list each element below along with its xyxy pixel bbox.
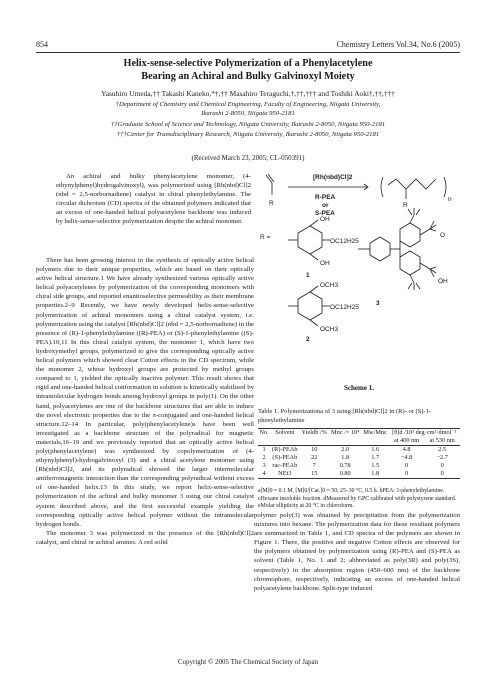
- paper-title: [36, 58, 460, 83]
- body-column-right: [254, 511, 460, 593]
- received-date: (Received March 23, 2005; CL-050391): [191, 154, 305, 162]
- compound-2-och3-top: OCH3: [320, 282, 339, 289]
- col-header-solvent: Solvent: [275, 429, 295, 436]
- title-line-1: Helix-sense-selective Polymerization of a Phenylacetylene: [123, 58, 373, 69]
- compound-2-och3-bottom: OCH3: [320, 326, 339, 333]
- scheme-r-right: R: [403, 202, 408, 209]
- scheme-r-equals: R =: [260, 234, 271, 241]
- results-paragraph: The monomer 3 was polymerized in the presence of the [Rh(nbd)Cl]2 catalyst, and chiral or achiral amines. A red solid: [36, 529, 254, 546]
- compound-3-label: 3: [376, 300, 380, 307]
- table-footnote: a[M]0 = 0.1 M, [M]0/[Cat.]0 = 50, 25–30 °C, 0.5 h. bPEA: 1-phenylethylamine. cHexane insoluble fraction. dMeasured by GPC calibrated with polystyrene standard. eMolar ellipticity at 20 °C in chloroform.: [258, 488, 457, 510]
- compound-3-oh: OH: [438, 278, 448, 285]
- affiliation-1-address: Ikarashi 2-8050, Niigata 950-2181: [201, 110, 295, 117]
- scheme-amine-s: S-PEA: [315, 210, 335, 217]
- col-subheader-400: at 400 nm: [393, 437, 420, 444]
- copyright-footer: Copyright © 2005 The Chemical Society of Japan: [177, 658, 319, 666]
- scheme-1-structures: [258, 165, 460, 373]
- compound-3-oxo: O: [440, 232, 446, 239]
- table-header-row: [258, 429, 460, 438]
- compound-1-label: 1: [306, 272, 310, 279]
- col-header-ellipticity: [θ]d /10³ deg·cm²·dmol⁻¹: [392, 429, 457, 436]
- scheme-caption: Scheme 1.: [344, 384, 374, 392]
- table-row: 2 (S)-PEAb 22 1.8 1.7 −4.8 −2.7: [262, 454, 448, 461]
- header-rule: [36, 52, 460, 53]
- scheme-n: n: [448, 196, 452, 203]
- scheme-catalyst: [Rh(nbd)Cl]2: [313, 174, 353, 181]
- body-column-left: [36, 256, 254, 547]
- compound-1-oh-top: OH: [320, 216, 330, 223]
- scheme-or: or: [322, 202, 329, 209]
- abstract-text: An achiral and bulky phenylacetylene monomer, (4-ethynylphenyl)hydrogalvinoxyl), was polymerized using [Rh(nbd)Cl]2 (nbd = 2,5-norbornadiene) catalyst in chiral phenylethylamine. The circular dichroism (CD) spectra of the obtained polymers indicated that an excess of one-handed helical polyacetylene backbone was induced by helix-sense-selective polymerization despite the achiral monomer.: [56, 173, 251, 226]
- abstract: [56, 172, 251, 227]
- col-header-mn: Mnc /× 10⁴: [330, 429, 360, 436]
- journal-header: Chemistry Letters Vol.34, No.6 (2005): [336, 40, 460, 49]
- scheme-amine-r: R-PEA: [315, 194, 336, 201]
- compound-2-label: 2: [306, 336, 310, 343]
- intro-paragraph: There has been growing interest in the synthesis of optically active helical polymers due to their unique properties, which are based on their optically active helical structure.1 We have already synthesized various optically active helical polyacetylenes by polymerization of the corresponding monomers with chiral side groups, and reported enantioselective permeability as their membrane properties.2–9 Recently, we have newly developed helix-sense-selective polymerization of achiral monomers using a chiral catalyst system, i.e. polymerization using the catalyst [Rh(nbd)Cl]2 (nbd = 2,5-norbornadiene) in the presence of (R)-1-phenylethylamine ((R)-PEA) or (S)-1-phenylethylamine ((S)-PEA).10,11 In this chiral catalyst system, the monomer 1, which have two hydroxymethyl groups, polymerized to give the corresponding optically active helical polymers which showed clear Cotton effects in the CD spectrum, while the monomer 2, whose hydroxyl groups are protected by methyl groups compared to 1, yielded the optically inactive polymer. This result shows that rigid and one-handed helical conformation in solution is kinetically stabilized by intramolecular hydrogen bonds among hydroxyl groups in poly(1). On the other hand, polyacetylenes are one of the backbone structures that are able to induce the novel electronic properties due to the π-conjugated and one-handed helical structure.12–14 In particular, poly(phenylacetylene)s have been well investigated as a backbone structure of the polyradical for magnetic materials,16–19 and we previously reported that an optically active helical poly(phenylacetylene) was synthesized by copolymerization of (4-ethynylphenyl)-hydrogalvinoxyl (3) and a chiral acetylene monomer using [Rh(nbd)Cl]2, and its polyradical showed the larger intermolecular antiferromagnetic interaction than the corresponding polyradical without excess of one-handed helix.13 In this study, we report helix-sense-selective polymerization of the achiral and bulky monomer 3 using our chiral catalyst system described above, and the first successful example yielding the corresponding optically active helical polymer without the intramolecular hydrogen bonds.: [36, 257, 254, 528]
- table-row: 3 rac-PEAb 7 0.78 1.5 0 0: [262, 462, 444, 469]
- authors: Yasuhiro Umeda,†† Takashi Kaneko,*†,†† Masahiro Teraguchi,†,††,††† and Toshiki Aoki†,††,†††: [101, 89, 395, 98]
- compound-1-alkoxy: OC12H25: [330, 238, 359, 245]
- table-caption: Table 1. Polymerizationa of 3 using [Rh(nbd)Cl]2 in (R)- or (S)-1-phenylethylamine: [258, 408, 432, 424]
- col-subheader-530: at 530 nm: [429, 437, 455, 444]
- affiliation-2: ††Graduate School of Science and Technology, Niigata University, Ikarashi 2-8050, Niigata 950-2181: [110, 121, 386, 128]
- table-subheader-row: [258, 437, 460, 446]
- table-row: 4 NEt3 15 0.80 1.8 0 0: [258, 470, 460, 479]
- col-header-mw-mn: Mw/Mnc: [363, 429, 387, 436]
- col-header-no: No.: [259, 429, 269, 436]
- col-header-yield: Yieldb /%: [301, 429, 327, 436]
- affiliation-1: †Department of Chemistry and Chemical Engineering, Faculty of Engineering, Niigata University,: [115, 101, 381, 108]
- scheme-r-left: R: [269, 200, 274, 207]
- polymerization-table: [258, 428, 460, 479]
- title-line-2: Bearing an Achiral and Bulky Galvinoxyl Moiety: [141, 70, 355, 82]
- table-row: 1 (R)-PEAb 10 2.0 1.6 4.8 2.5: [262, 446, 447, 453]
- compound-1-oh-bottom: OH: [320, 260, 330, 267]
- page-number: 854: [36, 40, 48, 49]
- affiliation-3: †††Center for Transdisciplinary Research, Niigata University, Ikarashi 2-8050, Niigata 950-2181: [116, 131, 380, 138]
- results-continued: polymer poly(3) was obtained by precipitation from the polymerization mixtures into hexane. The polymerization data for these resultant polymers are summarized in Table 1, and CD spectra of the polymers are shown in Figure 1. There, the positive and negative Cotton effects are observed for the polymers obtained by polymerization using (R)-PEA and (S)-PEA as solvent (Table 1, No. 1 and 2; abbreviated as poly(3R) and poly(3S), respectively) in the absorption region (450–600 nm) of the backbone chromophore, respectively, indicating an excess of one-handed helical polyacetylene backbone. Split-type induced: [254, 512, 460, 592]
- compound-2-alkoxy: OC12H25: [330, 304, 359, 311]
